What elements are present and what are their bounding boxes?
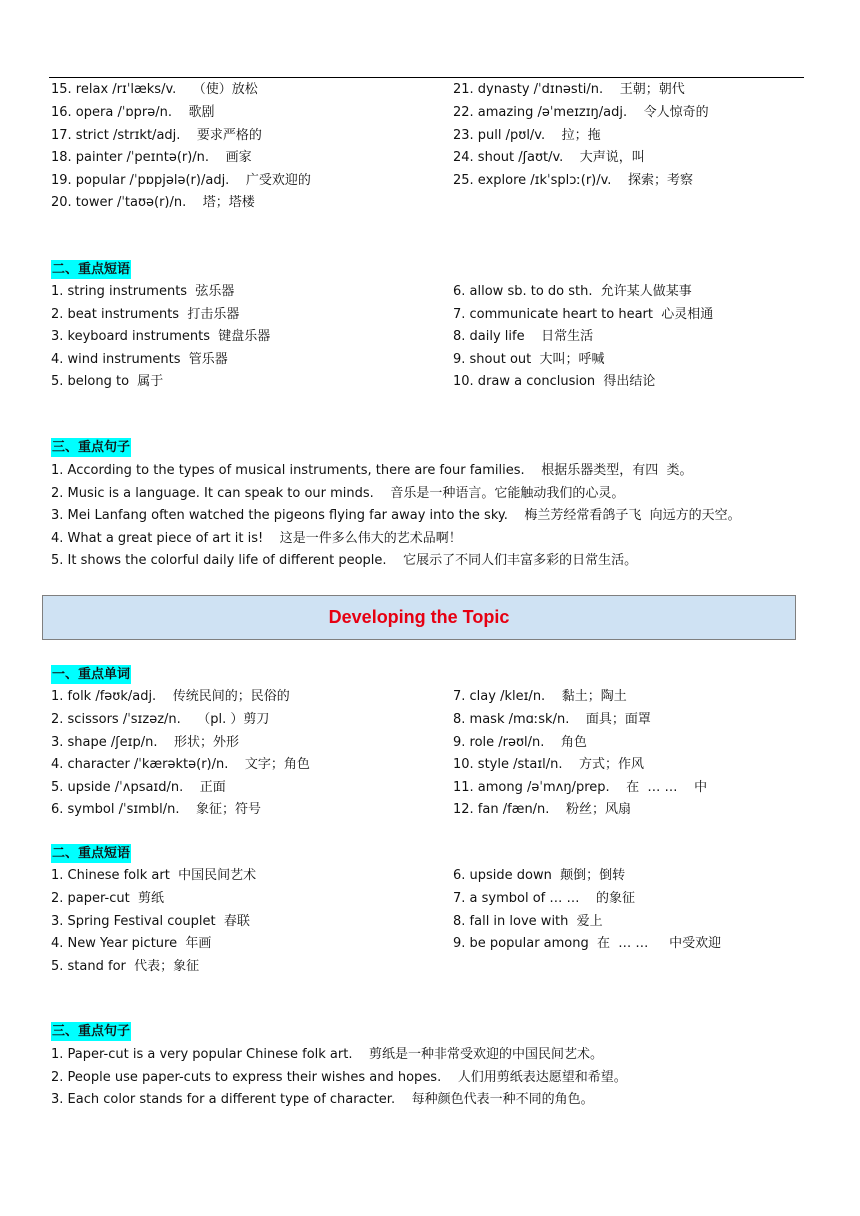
section-heading-phrases-2: 二、重点短语: [52, 846, 131, 861]
list-item: 19. popular /ˈpɒpjələ(r)/adj. 广受欢迎的: [51, 173, 311, 188]
list-item: 3. shape /ʃeɪp/n. 形状；外形: [51, 735, 240, 750]
list-item: 25. explore /ɪkˈsplɔː(r)/v. 探索；考察: [453, 173, 693, 188]
list-item: 1. Chinese folk art 中国民间艺术: [51, 868, 257, 883]
list-item: 1. Paper-cut is a very popular Chinese folk art. 剪纸是一种非常受欢迎的中国民间艺术。: [51, 1047, 603, 1062]
list-item: 8. fall in love with 爱上: [453, 914, 603, 929]
list-item: 1. According to the types of musical instruments, there are four families. 根据乐器类型，有四 类。: [51, 463, 693, 478]
section-heading-sentences: 三、重点句子: [52, 440, 131, 455]
list-item: 7. clay /kleɪ/n. 黏土；陶土: [453, 689, 627, 704]
list-item: 5. stand for 代表；象征: [51, 959, 200, 974]
list-item: 22. amazing /əˈmeɪzɪŋ/adj. 令人惊奇的: [453, 105, 709, 120]
list-item: 4. New Year picture 年画: [51, 936, 212, 951]
list-item: 9. be popular among 在 … … 中受欢迎: [453, 936, 722, 951]
list-item: 5. upside /ˈʌpsaɪd/n. 正面: [51, 780, 226, 795]
list-item: 20. tower /ˈtaʊə(r)/n. 塔；塔楼: [51, 195, 255, 210]
section-heading-words: 一、重点单词: [52, 667, 131, 682]
top-rule: [49, 77, 804, 78]
list-item: 6. upside down 颠倒；倒转: [453, 868, 626, 883]
list-item: 18. painter /ˈpeɪntə(r)/n. 画家: [51, 150, 252, 165]
list-item: 2. People use paper-cuts to express their wishes and hopes. 人们用剪纸表达愿望和希望。: [51, 1070, 627, 1085]
list-item: 15. relax /rɪˈlæks/v. （使）放松: [51, 82, 258, 97]
list-item: 3. Spring Festival couplet 春联: [51, 914, 250, 929]
list-item: 6. allow sb. to do sth. 允许某人做某事: [453, 284, 692, 299]
list-item: 21. dynasty /ˈdɪnəsti/n. 王朝；朝代: [453, 82, 685, 97]
list-item: 2. scissors /ˈsɪzəz/n. （pl. ）剪刀: [51, 712, 270, 727]
list-item: 5. It shows the colorful daily life of different people. 它展示了不同人们丰富多彩的日常生活。: [51, 553, 638, 568]
list-item: 2. Music is a language. It can speak to our minds. 音乐是一种语言。它能触动我们的心灵。: [51, 486, 625, 501]
list-item: 9. shout out 大叫；呼喊: [453, 352, 605, 367]
list-item: 12. fan /fæn/n. 粉丝；风扇: [453, 802, 631, 817]
list-item: 23. pull /pʊl/v. 拉；拖: [453, 128, 601, 143]
list-item: 6. symbol /ˈsɪmbl/n. 象征；符号: [51, 802, 261, 817]
list-item: 5. belong to 属于: [51, 374, 164, 389]
list-item: 11. among /əˈmʌŋ/prep. 在 … … 中: [453, 780, 708, 795]
list-item: 17. strict /strɪkt/adj. 要求严格的: [51, 128, 262, 143]
list-item: 1. folk /fəʊk/adj. 传统民间的；民俗的: [51, 689, 290, 704]
list-item: 16. opera /ˈɒprə/n. 歌剧: [51, 105, 215, 120]
banner-title: Developing the Topic: [328, 607, 510, 627]
list-item: 4. What a great piece of art it is! 这是一件多么伟大的艺术品啊！: [51, 531, 462, 546]
list-item: 2. paper-cut 剪纸: [51, 891, 164, 906]
list-item: 4. character /ˈkærəktə(r)/n. 文字；角色: [51, 757, 310, 772]
list-item: 8. mask /mɑːsk/n. 面具；面罩: [453, 712, 651, 727]
list-item: 7. communicate heart to heart 心灵相通: [453, 307, 714, 322]
list-item: 1. string instruments 弦乐器: [51, 284, 235, 299]
section-banner: [42, 595, 796, 640]
section-heading-phrases: 二、重点短语: [52, 262, 131, 277]
list-item: 3. Mei Lanfang often watched the pigeons flying far away into the sky. 梅兰芳经常看鸽子飞 向远方的天空。: [51, 508, 741, 523]
list-item: 7. a symbol of … … 的象征: [453, 891, 636, 906]
list-item: 4. wind instruments 管乐器: [51, 352, 228, 367]
list-item: 9. role /rəʊl/n. 角色: [453, 735, 587, 750]
section-heading-sentences-2: 三、重点句子: [52, 1024, 131, 1039]
list-item: 3. Each color stands for a different type of character. 每种颜色代表一种不同的角色。: [51, 1092, 594, 1107]
list-item: 10. style /staɪl/n. 方式；作风: [453, 757, 645, 772]
list-item: 24. shout /ʃaʊt/v. 大声说，叫: [453, 150, 645, 165]
list-item: 3. keyboard instruments 键盘乐器: [51, 329, 271, 344]
list-item: 8. daily life 日常生活: [453, 329, 594, 344]
list-item: 2. beat instruments 打击乐器: [51, 307, 240, 322]
list-item: 10. draw a conclusion 得出结论: [453, 374, 656, 389]
